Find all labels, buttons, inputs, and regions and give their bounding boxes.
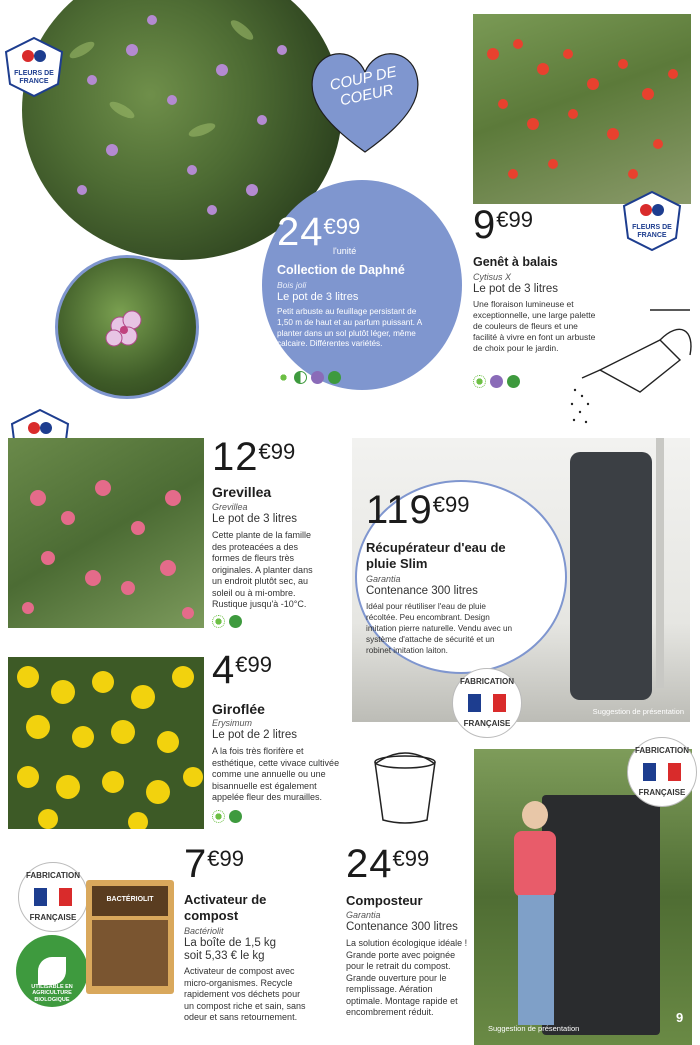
grevillea-icons — [212, 615, 242, 628]
grevillea-latin: Grevillea — [212, 502, 248, 512]
genet-icons — [473, 375, 520, 388]
daphne-latin: Bois joli — [277, 280, 307, 290]
activateur-box: BACTÉRIOLIT — [86, 880, 174, 994]
giroflee-latin: Erysimum — [212, 718, 252, 728]
fleurs-de-france-logo: FLEURS DE FRANCE — [620, 190, 684, 252]
grevillea-qty: Le pot de 3 litres — [212, 513, 298, 525]
daphne-icons — [277, 371, 341, 384]
fleurs-de-france-logo: FLEURS DE FRANCE — [2, 36, 66, 98]
giroflee-photo — [8, 657, 204, 829]
rain-tank — [570, 452, 652, 700]
drop-icon — [507, 375, 520, 388]
sun-icon — [212, 810, 225, 823]
grevillea-price: 12€99 — [212, 435, 296, 479]
daphne-qty: Le pot de 3 litres — [277, 291, 359, 303]
suggestion-text: Suggestion de présentation — [592, 707, 684, 716]
recuperateur-name: Récupérateur d'eau de pluie Slim — [366, 540, 506, 571]
wall-pipe — [656, 438, 664, 688]
fabrication-francaise-badge: FABRICATION FRANÇAISE — [627, 737, 697, 807]
giroflee-price: 4€99 — [212, 648, 272, 692]
bio-badge: UTILISABLE EN AGRICULTURE BIOLOGIQUE — [16, 935, 88, 1007]
grevillea-name: Grevillea — [212, 484, 272, 500]
daphne-price: 24€99 — [277, 210, 361, 254]
fabrication-francaise-badge: FABRICATION FRANÇAISE — [452, 668, 522, 738]
page-number: 9 — [676, 1010, 684, 1025]
french-flag-icon — [468, 694, 506, 712]
genet-price: 9€99 — [473, 203, 533, 247]
genet-desc: Une floraison lumineuse et exceptionnelle, une large palette de couleurs de fleurs et une facilité à vivre en font un arbuste de choix pour le jardin. — [473, 299, 596, 353]
cloud-icon — [311, 371, 324, 384]
composteur-qty: Contenance 300 litres — [346, 921, 458, 933]
genet-name: Genêt à balais — [473, 255, 558, 269]
drop-icon — [229, 810, 242, 823]
sun-icon — [212, 615, 225, 628]
suggestion-text: Suggestion de présentation — [488, 1024, 580, 1033]
grevillea-photo — [8, 438, 204, 628]
drop-icon — [328, 371, 341, 384]
giroflee-desc: A la fois très florifère et esthétique, cette vivace cultivée comme une annuelle ou une bisannuelle est également appelée fleur des murailles. — [212, 746, 340, 802]
giroflee-icons — [212, 810, 242, 823]
daphne-desc: Petit arbuste au feuillage persistant de 1,50 m de haut et au parfum puissant. A planter dans un sol plutôt léger, même calcaire. Différentes variétés. — [277, 307, 422, 349]
cloud-icon — [490, 375, 503, 388]
woman-figure — [506, 801, 566, 1031]
activateur-desc: Activateur de compost avec micro-organismes. Recycle rapidement vos déchets pour un compost riche et sain, sans odeur et sans retournement. — [184, 966, 306, 1022]
activateur-latin: Bactériolit — [184, 926, 224, 936]
daphne-unit: l'unité — [333, 246, 357, 256]
composteur-price: 24€99 — [346, 842, 430, 886]
activateur-price: 7€99 — [184, 842, 244, 886]
coup-de-coeur-heart — [300, 40, 430, 160]
genet-qty: Le pot de 3 litres — [473, 283, 559, 295]
grevillea-desc: Cette plante de la famille des proteacées a des formes de fleurs très originales. A planter dans un endroit plutôt sec, au soleil ou à mi-ombre. Rustique jusqu'à -10°C. — [212, 530, 313, 609]
daphne-name: Collection de Daphné — [277, 263, 405, 277]
leaf-icon — [38, 957, 66, 985]
activateur-name: Activateur de compost — [184, 892, 267, 923]
watering-can-illustration — [560, 300, 700, 430]
giroflee-name: Giroflée — [212, 701, 265, 717]
bucket-illustration — [365, 748, 445, 828]
sun-icon — [473, 375, 486, 388]
coup-de-coeur-text: COUP DE COEUR — [328, 63, 399, 110]
half-shade-icon — [294, 371, 307, 384]
genet-latin: Cytisus X — [473, 272, 512, 282]
recuperateur-qty: Contenance 300 litres — [366, 585, 478, 597]
composteur-latin: Garantia — [346, 910, 381, 920]
french-flag-icon — [34, 888, 72, 906]
composteur-desc: La solution écologique idéale ! Grande porte avec poignée pour le retrait du compost. Grande ouverture pour le remplissage. Aération optimale. Montage rapide et encombrement réduit. — [346, 938, 468, 1017]
composteur-name: Composteur — [346, 893, 423, 908]
drop-icon — [229, 615, 242, 628]
recuperateur-price: 119€99 — [366, 488, 470, 532]
fabrication-francaise-badge: FABRICATION FRANÇAISE — [18, 862, 88, 932]
giroflee-qty: Le pot de 2 litres — [212, 729, 298, 741]
daphne-closeup-photo — [55, 255, 199, 399]
genet-photo — [473, 14, 691, 204]
activateur-qty: La boîte de 1,5 kg soit 5,33 € le kg — [184, 937, 277, 962]
recuperateur-latin: Garantia — [366, 574, 401, 584]
recuperateur-desc: Idéal pour réutiliser l'eau de pluie récoltée. Peu encombrant. Design imitation pierre naturelle. Vendu avec un système d'attache de sécurité et un robinet imitation laiton. — [366, 602, 513, 655]
french-flag-icon — [643, 763, 681, 781]
sun-icon — [277, 371, 290, 384]
